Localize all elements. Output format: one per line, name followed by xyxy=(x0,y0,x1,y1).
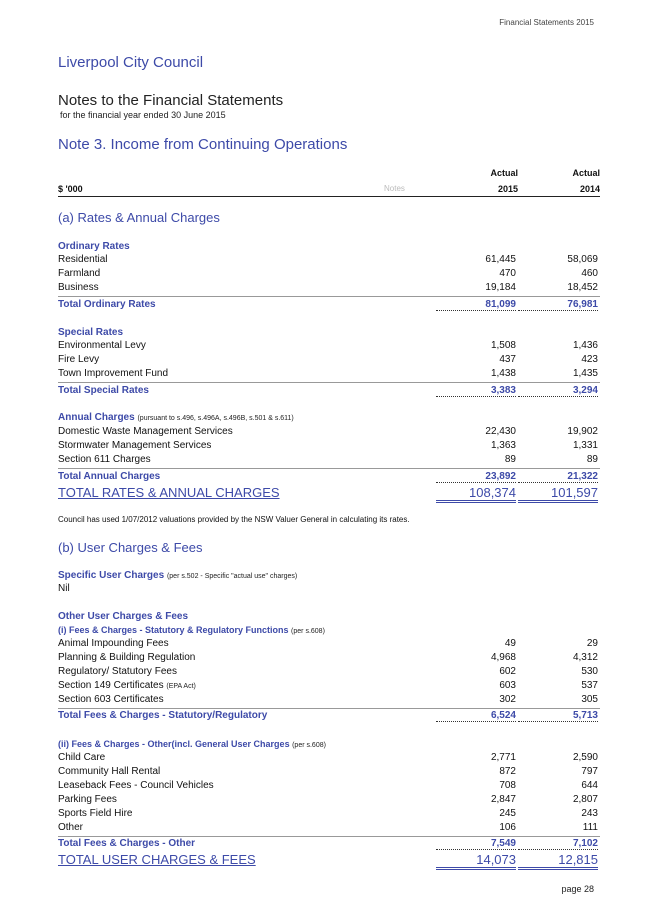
value-2015: 22,430 xyxy=(485,426,516,437)
value-2014: 18,452 xyxy=(567,282,598,293)
total-2015: 3,383 xyxy=(436,385,516,397)
table-row xyxy=(58,440,600,454)
value-2014: 1,436 xyxy=(572,340,598,351)
other-fees-label: (ii) Fees & Charges - Other(incl. General User Charges xyxy=(58,739,290,749)
statutory-fees-note: (per s.608) xyxy=(291,628,325,635)
value-2015: 1,363 xyxy=(490,440,516,451)
row-label: Animal Impounding Fees xyxy=(58,638,169,649)
row-label: Domestic Waste Management Services xyxy=(58,426,233,437)
value-2014: 644 xyxy=(581,780,598,791)
row-label-note: (EPA Act) xyxy=(166,683,196,690)
value-2014: 1,331 xyxy=(572,440,598,451)
row-label: Regulatory/ Statutory Fees xyxy=(58,666,177,677)
table-row xyxy=(58,282,600,297)
other-user-charges-title: Other User Charges & Fees xyxy=(58,611,189,622)
value-2015: 19,184 xyxy=(485,282,516,293)
table-row xyxy=(58,454,600,469)
value-2015: 89 xyxy=(504,454,516,465)
value-2015: 2,847 xyxy=(490,794,516,805)
notes-subtitle: for the financial year ended 30 June 2015 xyxy=(60,110,226,120)
header-divider xyxy=(58,196,600,197)
value-2015: 602 xyxy=(499,666,516,677)
value-2015: 1,508 xyxy=(490,340,516,351)
value-2014: 58,069 xyxy=(567,254,598,265)
table-row xyxy=(58,638,600,652)
note-title: Note 3. Income from Continuing Operations xyxy=(58,136,348,153)
row-label: Leaseback Fees - Council Vehicles xyxy=(58,780,214,791)
table-row xyxy=(58,354,600,368)
annual-charges-label: Annual Charges xyxy=(58,412,135,423)
annual-charges-note: (pursuant to s.496, s.496A, s.496B, s.501 & s.611) xyxy=(137,415,294,422)
table-row xyxy=(58,822,600,837)
document-header-title: Financial Statements 2015 xyxy=(499,18,594,27)
value-2014: 19,902 xyxy=(567,426,598,437)
valuation-footnote: Council has used 1/07/2012 valuations provided by the NSW Valuer General in calculating its rates. xyxy=(58,515,410,524)
column-actual-2015: Actual xyxy=(490,168,518,178)
table-row xyxy=(58,694,600,709)
value-2014: 305 xyxy=(581,694,598,705)
value-2015: 106 xyxy=(499,822,516,833)
grand-total-label: TOTAL RATES & ANNUAL CHARGES xyxy=(58,485,280,500)
table-row xyxy=(58,268,600,282)
row-label: Other xyxy=(58,822,84,833)
value-2015: 872 xyxy=(499,766,516,777)
row-label: Environmental Levy xyxy=(58,340,146,351)
column-year-2015: 2015 xyxy=(497,184,518,194)
total-label: Total Fees & Charges - Statutory/Regulatory xyxy=(58,710,268,721)
table-row xyxy=(58,652,600,666)
value-2014: 111 xyxy=(582,822,598,833)
table-row xyxy=(58,794,600,808)
specific-user-charges-label: Specific User Charges xyxy=(58,570,165,581)
table-row xyxy=(58,254,600,268)
total-row xyxy=(58,838,600,852)
value-2014: 423 xyxy=(581,354,598,365)
row-label: Farmland xyxy=(58,268,101,279)
special-rates-title: Special Rates xyxy=(58,327,124,338)
value-2014: 29 xyxy=(586,638,598,649)
total-row xyxy=(58,710,600,724)
value-2014: 2,590 xyxy=(572,752,598,763)
total-2014: 7,102 xyxy=(518,838,598,850)
table-row xyxy=(58,426,600,440)
value-2015: 302 xyxy=(499,694,516,705)
page-number: page 28 xyxy=(561,884,594,894)
value-2014: 530 xyxy=(581,666,598,677)
row-label: Town Improvement Fund xyxy=(58,368,169,379)
row-label xyxy=(58,680,196,691)
grand-total-row xyxy=(58,852,600,869)
row-label-text: Section 149 Certificates xyxy=(58,680,164,691)
section-b-title: (b) User Charges & Fees xyxy=(58,540,203,555)
grand-total-2015: 14,073 xyxy=(436,852,516,870)
value-2015: 437 xyxy=(499,354,516,365)
value-2014: 2,807 xyxy=(572,794,598,805)
value-2014: 537 xyxy=(581,680,598,691)
total-label: Total Ordinary Rates xyxy=(58,299,156,310)
value-2015: 61,445 xyxy=(485,254,516,265)
value-2014: 89 xyxy=(586,454,598,465)
table-row xyxy=(58,752,600,766)
table-row xyxy=(58,666,600,680)
other-fees-title xyxy=(58,739,326,749)
table-row xyxy=(58,583,600,597)
table-row xyxy=(58,780,600,794)
row-label: Sports Field Hire xyxy=(58,808,133,819)
unit-label: $ '000 xyxy=(58,184,83,194)
row-label: Residential xyxy=(58,254,108,265)
annual-charges-title xyxy=(58,412,294,423)
total-2014: 76,981 xyxy=(518,299,598,311)
statutory-fees-title xyxy=(58,625,325,635)
other-fees-note: (per s.608) xyxy=(292,742,326,749)
total-2014: 5,713 xyxy=(518,710,598,722)
total-2015: 81,099 xyxy=(436,299,516,311)
total-row xyxy=(58,471,600,485)
value-2014: 797 xyxy=(581,766,598,777)
row-label: Fire Levy xyxy=(58,354,100,365)
column-actual-2014: Actual xyxy=(572,168,600,178)
value-2015: 2,771 xyxy=(490,752,516,763)
total-row xyxy=(58,385,600,399)
value-2015: 708 xyxy=(499,780,516,791)
grand-total-row xyxy=(58,485,600,502)
total-2015: 6,524 xyxy=(436,710,516,722)
grand-total-2014: 101,597 xyxy=(518,485,598,503)
statutory-fees-label: (i) Fees & Charges - Statutory & Regulatory Functions xyxy=(58,625,289,635)
row-label: Community Hall Rental xyxy=(58,766,161,777)
ordinary-rates-title: Ordinary Rates xyxy=(58,241,130,252)
table-row xyxy=(58,680,600,694)
section-a-title: (a) Rates & Annual Charges xyxy=(58,210,220,225)
notes-column-label: Notes xyxy=(384,184,405,193)
row-label: Stormwater Management Services xyxy=(58,440,212,451)
table-row xyxy=(58,808,600,822)
total-label: Total Special Rates xyxy=(58,385,149,396)
notes-title: Notes to the Financial Statements xyxy=(58,92,284,109)
total-2014: 3,294 xyxy=(518,385,598,397)
nil-value: Nil xyxy=(58,583,70,594)
column-year-2014: 2014 xyxy=(579,184,600,194)
grand-total-2014: 12,815 xyxy=(518,852,598,870)
total-2014: 21,322 xyxy=(518,471,598,483)
specific-user-charges-title xyxy=(58,570,297,581)
table-row xyxy=(58,368,600,383)
total-2015: 23,892 xyxy=(436,471,516,483)
value-2014: 243 xyxy=(581,808,598,819)
table-row xyxy=(58,340,600,354)
value-2015: 245 xyxy=(499,808,516,819)
value-2014: 460 xyxy=(581,268,598,279)
value-2014: 1,435 xyxy=(572,368,598,379)
value-2015: 49 xyxy=(504,638,516,649)
specific-user-charges-note: (per s.502 - Specific "actual use" charges) xyxy=(166,573,298,580)
total-2015: 7,549 xyxy=(436,838,516,850)
row-label: Child Care xyxy=(58,752,106,763)
row-label: Parking Fees xyxy=(58,794,117,805)
row-label: Business xyxy=(58,282,99,293)
row-label: Planning & Building Regulation xyxy=(58,652,196,663)
total-label: Total Annual Charges xyxy=(58,471,161,482)
row-label: Section 611 Charges xyxy=(58,454,151,465)
table-row xyxy=(58,766,600,780)
total-label: Total Fees & Charges - Other xyxy=(58,838,196,849)
value-2014: 4,312 xyxy=(572,652,598,663)
total-row xyxy=(58,299,600,313)
grand-total-label: TOTAL USER CHARGES & FEES xyxy=(58,852,256,867)
value-2015: 1,438 xyxy=(490,368,516,379)
value-2015: 470 xyxy=(499,268,516,279)
value-2015: 603 xyxy=(499,680,516,691)
grand-total-2015: 108,374 xyxy=(436,485,516,503)
council-name: Liverpool City Council xyxy=(58,54,204,71)
row-label: Section 603 Certificates xyxy=(58,694,164,705)
value-2015: 4,968 xyxy=(490,652,516,663)
